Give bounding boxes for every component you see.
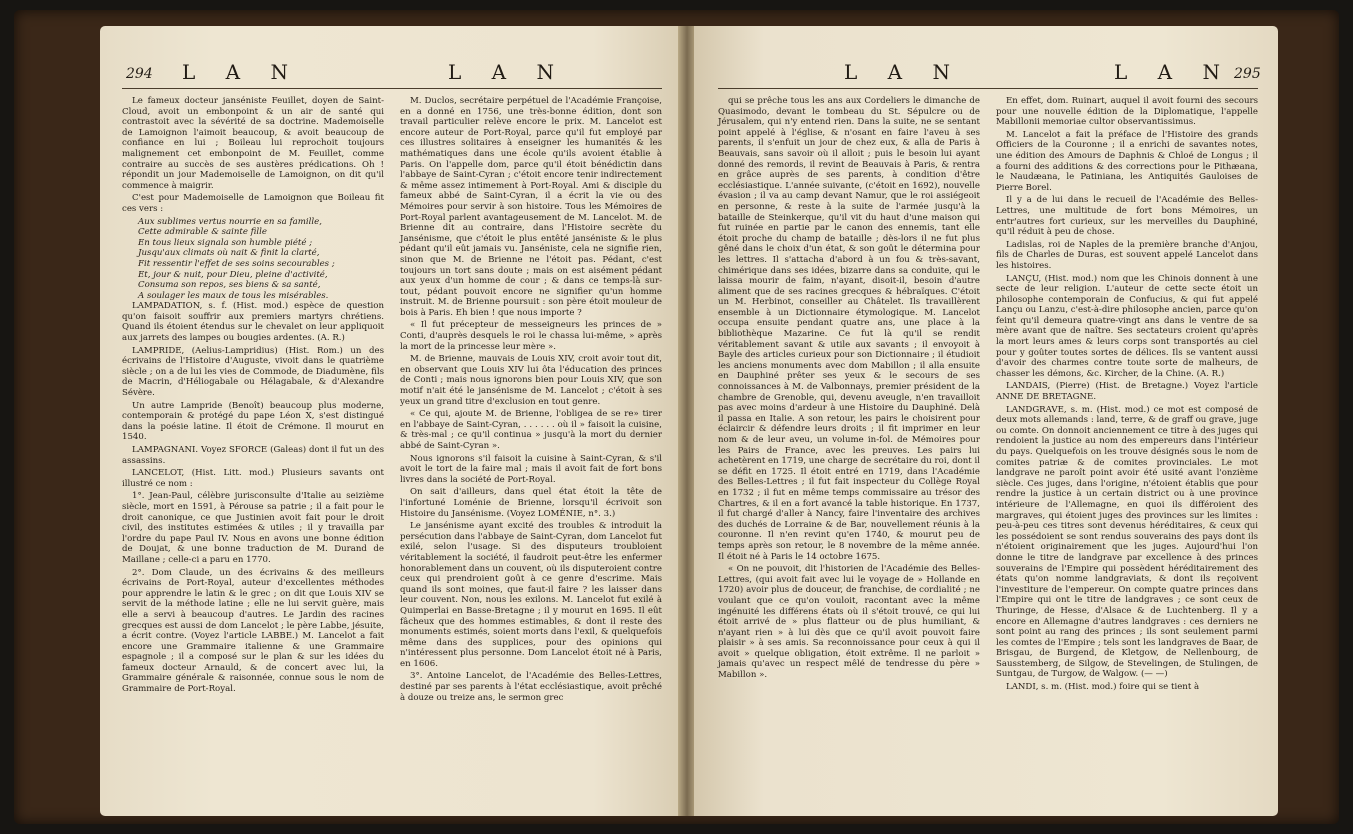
right-page	[694, 26, 1278, 816]
paragraph: Ladislas, roi de Naples de la première branche d'Anjou, fils de Charles de Duras, est souvent appelé Lancelot dans les histoires.	[996, 239, 1258, 271]
column-1	[122, 96, 384, 697]
verse-line: Cette admirable & sainte fille	[138, 227, 267, 238]
paragraph: Le jansénisme ayant excité des troubles & introduit la persécution dans l'abbaye de Saint-Cyran, dom Lancelot fut exilé, selon l'usage. Si des disputeurs troubloient véritablement la société, il faudroit peut-être les enfermer honorablement dans un couvent, où ils disputeroient contre ceux qui prendroient goût à ce genre d'escrime. Mais quand ils sont moines, que faut-il faire ? les laisser dans leur couvent. Non, nous les exilons. M. Lancelot fut exilé à Quimperlai en Basse-Bretagne ; il y mourut en 1695. Il eût fâcheux que des hommes estimables, & dont il reste des monuments estimés, soient morts dans l'exil, & quelquefois même dans des supplices, pour des opinions qui n'intéressent plus personne. Dom Lancelot étoit né à Paris, en 1606.	[400, 521, 662, 669]
entry: LANCELOT, (Hist. Litt. mod.) Plusieurs savants ont illustré ce nom :	[122, 468, 384, 489]
column-2	[996, 96, 1258, 695]
paragraph: Un autre Lampride (Benoît) beaucoup plus moderne, contemporain & protégé du pape Léon X, s'est distingué dans la poésie latine. Il étoit de Crémone. Il mourut en 1540.	[122, 400, 384, 443]
running-head: L A N	[448, 60, 566, 84]
verse-line: En tous lieux signala son humble piété ;	[138, 237, 313, 248]
quote: « On ne pouvoit, dit l'historien de l'Académie des Belles-Lettres, (qui avoit fait avec lui le voyage de » Hollande en 1720) avoir plus de douceur, de franchise, de cordialité ; ne voulant que ce qu'on vouloit, racontant avec la même ingénuité les différens états où il s'étoit trouvé, ce qui lui étoit arrivé de » plus flatteur ou de plus humiliant, & n'ayant rien » à lui dès que ce qu'il avoit pouvoit faire plaisir » à ses amis. Sa reconnoissance pour ceux à qui il avoit » quelque obligation, étoit extrême. Il ne parloit » jamais qu'avec un respect mêlé de tendresse du père » Mabillon ».	[718, 564, 980, 681]
entry: LANDAIS, (Pierre) (Hist. de Bretagne.) Voyez l'article ANNE DE BRETAGNE.	[996, 381, 1258, 403]
entry: LAMPADATION, s. f. (Hist. mod.) espèce de question qu'on faisoit souffrir aux premiers martyrs chrétiens. Quand ils étoient étendus sur le chevalet on leur appliquoit aux jarrets des lampes ou bougies ardentes. (A. R.)	[122, 301, 384, 344]
paragraph: 1°. Jean-Paul, célèbre jurisconsulte d'Italie au seizième siècle, mort en 1591, à Pérouse sa patrie ; il a fait pour le droit canonique, ce que Justinien avoit fait pour le droit civil, des institutes estimées & utiles ; il y travailla par l'ordre du pape Paul IV. Nous en avons une bonne édition de Doujat, & une bonne traduction de M. Durand de Maillane ; celle-ci a paru en 1770.	[122, 491, 384, 565]
paragraph: 2°. Dom Claude, un des écrivains & des meilleurs écrivains de Port-Royal, auteur d'excellentes méthodes pour apprendre le latin & le grec ; on dit que Louis XIV se servit de la méthode latine ; elle ne lui servit guère, mais elle a servi à beaucoup d'autres. Le Jardin des racines grecques est aussi de dom Lancelot ; le père Labbe, jésuite, a écrit contre. (Voyez l'article LABBE.) M. Lancelot a fait encore une Grammaire italienne & une Grammaire espagnole ; il a composé sur le plan & sur les idées du fameux docteur Arnauld, & de concert avec lui, la Grammaire générale & raisonnée, connue sous le nom de Grammaire de Port-Royal.	[122, 567, 384, 695]
paragraph: C'est pour Mademoiselle de Lamoignon que Boileau fit ces vers :	[122, 193, 384, 214]
paragraph: On sait d'ailleurs, dans quel état étoit la tête de l'infortuné Loménie de Brienne, lorsqu'il écrivoit son Histoire du Jansénisme. (Voyez LOMÉNIE, n°. 3.)	[400, 487, 662, 519]
column-2	[400, 96, 662, 705]
page-number: 294	[126, 66, 153, 82]
entry: LANDI, s. m. (Hist. mod.) foire qui se tient à	[1006, 682, 1200, 693]
entry: LAMPRIDE, (Aelius-Lampridius) (Hist. Rom.) un des écrivains de l'Histoire d'Auguste, vivoit dans le quatrième siècle ; on a de lui les vies de Commode, de Diadumène, fils de Macrin, d'Héliogabale ou Hélagabale, & d'Alexandre Sévère.	[122, 345, 384, 399]
paragraph: M. de Brienne, mauvais de Louis XIV, croit avoir tout dit, en observant que Louis XIV lui ôta l'éducation des princes de Conti ; mais nous ignorons bien pour Louis XIV, que son motif n'ait été le jansénisme de M. Lancelot ; c'étoit à ses yeux un grand titre d'exclusion en tout genre.	[400, 354, 662, 407]
paragraph: Nous ignorons s'il faisoit la cuisine à Saint-Cyran, & s'il avoit le tort de la faire mal ; mais il avoit fait de fort bons livres dans la société de Port-Royal.	[400, 453, 662, 485]
book-spread	[14, 10, 1339, 824]
entry: LANDGRAVE, s. m. (Hist. mod.) ce mot est composé de deux mots allemands : land, terre, & de graff ou grave, juge ou comte. On donnoit anciennement ce titre à des juges qui rendoient la justice au nom des empereurs dans l'intérieur du pays. Quelquefois on les trouve désignés sous le nom de comites patriæ & de comites provinciales. Le mot landgrave ne paroît point avoir été usité avant l'onzième siècle. Ces juges, dans l'origine, n'étoient établis que pour rendre la justice à un certain district ou à une province intérieure de l'Allemagne, en quoi ils différoient des margraves, qui étoient juges des provinces sur les limites : peu-à-peu ces titres sont devenus héréditaires, & ceux qui les possédoient se sont rendus souverains des pays dont ils n'étoient originairement que les juges. Aujourd'hui l'on donne le titre de landgrave par excellence à des princes souverains de l'Empire qui possèdent héréditairement des états qu'on nomme landgraviats, & dont ils reçoivent l'investiture de l'empereur. On compte quatre princes dans l'Empire qui ont le titre de landgraves ; ce sont ceux de Thuringe, de Hesse, d'Alsace & de Luchtenberg. Il y a encore en Allemagne d'autres landgraves : ces derniers ne sont point au rang des princes ; ils sont seulement parmi les comtes de l'Empire ; tels sont les landgraves de Baar, de Brisgau, de Burgend, de Kletgow, de Nellenbourg, de Sausstemberg, de Silgow, de Stevelingen, de Stulingen, de Suntgau, de Turgow, de Walgow. (— —)	[996, 404, 1258, 680]
running-head: L A N	[844, 60, 962, 84]
verse-line: Consuma son repos, ses biens & sa santé,	[138, 280, 321, 291]
column-1	[718, 96, 980, 683]
entry: LANÇU, (Hist. mod.) nom que les Chinois donnent à une secte de leur religion. L'auteur de cette secte étoit un philosophe contemporain de Confucius, & qui fut appelé Lançu ou Lanzu, c'est-à-dire philosophe ancien, parce qu'on feint qu'il demeura quatre-vingt ans dans le ventre de sa mère avant que de naître. Ses sectateurs croient qu'après la mort leurs ames & leurs corps sont transportés au ciel pour y goûter toutes sortes de délices. Ils se vantent aussi d'avoir des charmes contre toute sorte de malheurs, de chasser les démons, &c. Kircher, de la Chine. (A. R.)	[996, 273, 1258, 379]
paragraph: M. Duclos, secrétaire perpétuel de l'Académie Françoise, en a donné en 1756, une très-bonne édition, dont son travail particulier relève encore le prix. M. Lancelot est encore auteur de Port-Royal, parce qu'il fut employé par ces illustres solitaires à enseigner les humanités & les mathématiques dans une école qu'ils avoient établie à Paris. On l'appelle dom, parce qu'il étoit bénédictin dans l'abbaye de Saint-Cyran ; c'étoit encore tenir indirectement & même assez intimement à Port-Royal. Ami & disciple du fameux abbé de Saint-Cyran, il a écrit la vie ou des Mémoires pour servir à son histoire. Tous les Mémoires de Port-Royal parlent avantageusement de M. Lancelot. M. de Brienne dit au contraire, dans l'Histoire secrète du Jansénisme, que c'étoit le plus entêté janséniste & le plus pédant qu'il eût jamais vu. Janséniste, cela ne signifie rien, sinon que M. de Brienne ne l'étoit pas. Pédant, c'est toujours un tort sans doute ; mais on est aisément pédant aux yeux d'un homme de cour ; & dans ce temps-là sur-tout, pédant pouvoit encore ne signifier qu'un homme instruit. M. de Brienne poursuit : son père étoit mouleur de bois à Paris. Eh bien ! que nous importe ?	[400, 96, 662, 318]
verse-line: Aux sublimes vertus nourrie en sa famille,	[138, 216, 322, 227]
paragraph: qui se prêche tous les ans aux Cordeliers le dimanche de Quasimodo, devant le tombeau du St. Sépulcre ou de Jérusalem, qui n'y entend rien. Dans la suite, ne se sentant point appelé à l'église, & n'osant en faire l'aveu à ses parents, il s'enfuit un jour de chez eux, & alla de Paris à Beauvais, sans savoir où il alloit ; puis le besoin lui ayant donné des remords, il revint de Beauvais à Paris, & rentra en grâce auprès de ses parents, à condition d'être ecclésiastique. L'année suivante, (c'étoit en 1692), nouvelle évasion ; il va au camp devant Namur, que le roi assiégeoit en personne, & reste à la suite de l'armée jusqu'à la bataille de Steinkerque, qu'il vit du haut d'une maison qui fut ruinée en partie par le canon des ennemis, tant elle étoit proche du champ de bataille ; dès-lors il ne fut plus gêné dans le choix d'un état, & son goût le détermina pour les lettres. Il s'attacha d'abord à un fou & très-savant, chimérique dans ses idées, bizarre dans sa conduite, qui le laissa mourir de faim, n'ayant, disoit-il, besoin d'autre aliment que de ses racines grecques & hébraïques. C'étoit un M. Herbinot, conseiller au Châtelet. Ils travaillèrent ensemble à un Dictionnaire étymologique. M. Lancelot occupa ensuite pendant quatre ans, une place à la bibliothèque Mazarine. Ce fut là qu'il se rendit véritablement savant & utile aux savants ; il envoyoit à Bayle des articles curieux pour son Dictionnaire ; il étudioit les anciens monuments avec dom Mabillon ; il alla ensuite en Dauphiné prêter ses yeux & le secours de ses connoissances à M. de Valbonnays, premier président de la chambre de Grenoble, qui, devenu aveugle, n'en travailloit pas avec moins d'ardeur à une Histoire du Dauphiné. Delà il passa en Italie. A son retour, les pairs le choisirent pour éclaircir & défendre leurs droits ; il fit imprimer en leur nom & de leur aveu, un volume in-fol. de Mémoires pour les Pairs de France, avec les preuves. Les pairs lui achetèrent en 1719, une charge de secrétaire du roi, dont il se défit en 1725. Il étoit entré en 1719, dans l'Académie des Belles-Lettres ; il fut fait inspecteur du Collège Royal en 1732 ; il fut en même temps commissaire au trésor des Chartres, & il en a fort avancé la table historique. En 1737, il fut chargé d'aller à Nancy, faire l'inventaire des archives des duchés de Lorraine & de Bar, nouvellement réunis à la couronne. Il n'en revint qu'en 1740, & mourut peu de temps après son retour, le 8 novembre de la même année. Il étoit né à Paris le 14 octobre 1675.	[718, 96, 980, 562]
header-rule	[122, 88, 662, 89]
paragraph: M. Lancelot a fait la préface de l'Histoire des grands Officiers de la Couronne ; il a enrichi de savantes notes, une édition des Amours de Daphnis & Chloé de Longus ; il a fourni des additions & des corrections pour le Pithæana, le Naudæana, le Patiniana, les Antiquités Gauloises de Pierre Borel.	[996, 129, 1258, 193]
paragraph: En effet, dom. Ruinart, auquel il avoit fourni des secours pour une nouvelle édition de la Diplomatique, l'appelle Mabillonii memoriae cultor observantissimus.	[996, 96, 1258, 128]
verse-line: A soulager les maux de tous les misérables.	[138, 290, 329, 301]
page-number: 295	[1234, 66, 1261, 82]
running-head: L A N	[182, 60, 300, 84]
left-page	[100, 26, 680, 816]
paragraph: Le fameux docteur janséniste Feuillet, doyen de Saint-Cloud, avoit un embonpoint & un air de santé qui contrastoit avec la sévérité de sa doctrine. Mademoiselle de Lamoignon l'aimoit beaucoup, & avoit beaucoup de confiance en lui ; Boileau lui reprochoit toujours malignement cet embonpoint de M. Feuillet, comme contraire au succès de ses austères prédications. Oh ! répondit un jour Mademoiselle de Lamoignon, on dit qu'il commence à maigrir.	[122, 96, 384, 191]
quote: « Ce qui, ajoute M. de Brienne, l'obligea de se re» tirer en l'abbaye de Saint-Cyran, . . . . . . où il » faisoit la cuisine, & très-mal ; ce qu'il continua » jusqu'à la mort du dernier abbé de Saint-Cyran ».	[400, 409, 662, 451]
paragraph: Il y a de lui dans le recueil de l'Académie des Belles-Lettres, une multitude de fort bons Mémoires, un entr'autres fort curieux, sur les merveilles du Dauphiné, qu'il réduit à peu de chose.	[996, 195, 1258, 238]
verse-line: Fit ressentir l'effet de ses soins secourables ;	[138, 258, 335, 269]
running-head: L A N	[1114, 60, 1232, 84]
paragraph: 3°. Antoine Lancelot, de l'Académie des Belles-Lettres, destiné par ses parents à l'état ecclésiastique, avoit prêché à douze ou treize ans, le sermon grec	[400, 671, 662, 703]
entry: LAMPAGNANI. Voyez SFORCE (Galeas) dont il fut un des assassins.	[122, 445, 384, 466]
quote: « Il fut précepteur de messeigneurs les princes de » Conti, d'auprès desquels le roi le chassa lui-même, » après la mort de la princesse leur mère ».	[400, 320, 662, 352]
verse-line: Et, jour & nuit, pour Dieu, pleine d'activité,	[138, 269, 328, 280]
header-rule	[718, 88, 1258, 89]
verse-line: Jusqu'aux climats où nait & finit la clarté,	[138, 248, 320, 259]
